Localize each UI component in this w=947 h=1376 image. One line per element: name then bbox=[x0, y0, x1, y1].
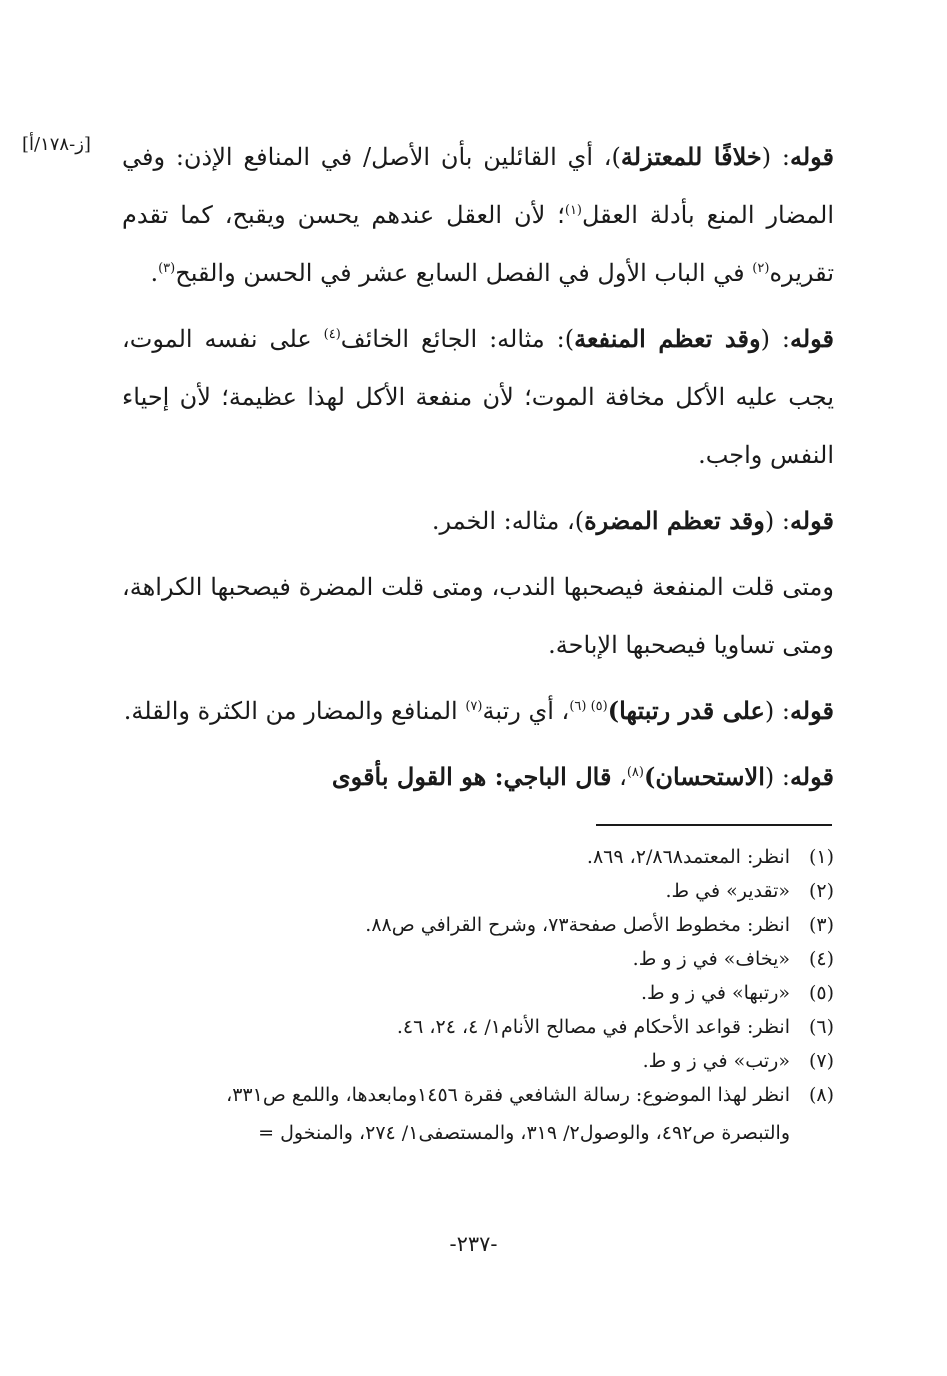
page-number: -٢٣٧- bbox=[449, 1232, 498, 1256]
footnote-number: (١) bbox=[808, 846, 834, 868]
paragraph-2: قوله: (وقد تعظم المنفعة): مثاله: الجائع الخائف$^{(٤)}$ على نفسه الموت، يجب عليه الأكل مخافة الموت؛ لأن منفعة الأكل لهذا عظيمة؛ لأن إحياء النفس واجب. bbox=[122, 324, 835, 469]
quoted-term: خلافًا للمعتزلة bbox=[620, 142, 762, 171]
footnote-text: انظر: مخطوط الأصل صفحة٧٣، وشرح القرافي ص٨٨. bbox=[365, 914, 790, 936]
footnote-item bbox=[100, 976, 834, 1010]
footnote-item bbox=[100, 908, 834, 942]
paragraph-1: قوله: (خلافًا للمعتزلة)، أي القائلين بأن الأصل/ في المنافع الإذن: وفي المضار المنع بأدلة العقل$^{(١)}$؛ لأن العقل عندهم يحسن ويقبح، كما تقدم تقريره$^{(٢)}$ في الباب الأول في الفصل السابع عشر في الحسن والقبح$^{(٣)}$. bbox=[122, 142, 835, 287]
footnote-ref[interactable]: (٧) bbox=[465, 699, 483, 714]
footnote-ref[interactable]: (٣) bbox=[158, 261, 176, 276]
footnote-text: «يخاف» في ز و ط. bbox=[632, 948, 790, 970]
keyword-qawluh: قوله bbox=[789, 506, 834, 535]
keyword-qawluh: قوله bbox=[789, 324, 835, 353]
marginal-manuscript-ref: [ز-١٧٨/أ] bbox=[22, 134, 91, 155]
footnote-item bbox=[100, 874, 834, 908]
paragraph-4: ومتى قلت المنفعة فيصحبها الندب، ومتى قلت المضرة فيصحبها الكراهة، ومتى تساويا فيصحبها الإباحة. bbox=[122, 573, 834, 659]
quoted-term: وقد تعظم المضرة bbox=[584, 506, 765, 535]
footnote-ref[interactable]: (٨) bbox=[626, 765, 644, 780]
footnote-text: «رتبها» في ز و ط. bbox=[640, 982, 790, 1004]
quoted-term: وقد تعظم المنفعة bbox=[574, 324, 761, 353]
footnote-ref[interactable]: (٤) bbox=[323, 327, 341, 342]
footnote-number: (٢) bbox=[808, 880, 834, 902]
footnote-item bbox=[100, 942, 834, 976]
footnote-ref[interactable]: (٢) bbox=[752, 261, 770, 276]
quoted-term: على قدر رتبتها bbox=[619, 696, 765, 725]
main-text bbox=[122, 128, 834, 806]
footnote-text: «رتب» في ز و ط. bbox=[642, 1050, 790, 1072]
footnote-continuation: والتبصرة ص٤٩٢، والوصول٢/ ٣١٩، والمستصفى١/ ٢٧٤، والمنخول = bbox=[258, 1122, 790, 1144]
footnote-text: انظر: المعتمد٢/٨٦٨، ٨٦٩. bbox=[586, 846, 790, 868]
quoted-term: قال الباجي: هو القول بأقوى bbox=[331, 762, 612, 791]
paragraph-3: قوله: (وقد تعظم المضرة)، مثاله: الخمر. bbox=[431, 506, 834, 535]
footnote-number: (٥) bbox=[808, 982, 834, 1004]
footnote-text: «تقدير» في ط. bbox=[665, 880, 790, 902]
footnote-number: (٦) bbox=[808, 1016, 834, 1038]
paragraph-6: قوله: (الاستحسان)$^{(٨)}$، قال الباجي: هو القول بأقوى bbox=[331, 762, 834, 791]
keyword-qawluh: قوله bbox=[789, 696, 834, 725]
footnote-ref[interactable]: (٥) (٦) bbox=[569, 699, 608, 714]
keyword-qawluh: قوله bbox=[789, 762, 834, 791]
footnote-separator bbox=[596, 824, 832, 826]
footnote-item bbox=[100, 1044, 834, 1078]
footnote-item bbox=[100, 1010, 834, 1044]
footnote-item bbox=[100, 1078, 834, 1112]
footnote-ref[interactable]: (١) bbox=[564, 203, 582, 218]
footnote-number: (٣) bbox=[808, 914, 834, 936]
footnote-text: انظر: قواعد الأحكام في مصالح الأنام١/ ٤، ٢٤، ٤٦. bbox=[396, 1016, 790, 1038]
quoted-term: الاستحسان bbox=[655, 762, 765, 791]
footnotes-section bbox=[100, 840, 834, 1150]
footnote-item bbox=[100, 840, 834, 874]
footnote-number: (٨) bbox=[808, 1084, 834, 1106]
keyword-qawluh: قوله bbox=[789, 142, 835, 171]
footnote-number: (٧) bbox=[808, 1050, 834, 1072]
footnote-number: (٤) bbox=[808, 948, 834, 970]
footnote-text: انظر لهذا الموضوع: رسالة الشافعي فقرة ١٤٥٦ومابعدها، واللمع ص٣٣١، bbox=[226, 1084, 790, 1106]
paragraph-5: قوله: (على قدر رتبتها)$^{(٥) (٦)}$، أي رتبة$^{(٧)}$ المنافع والمضار من الكثرة والقلة. bbox=[123, 696, 834, 725]
